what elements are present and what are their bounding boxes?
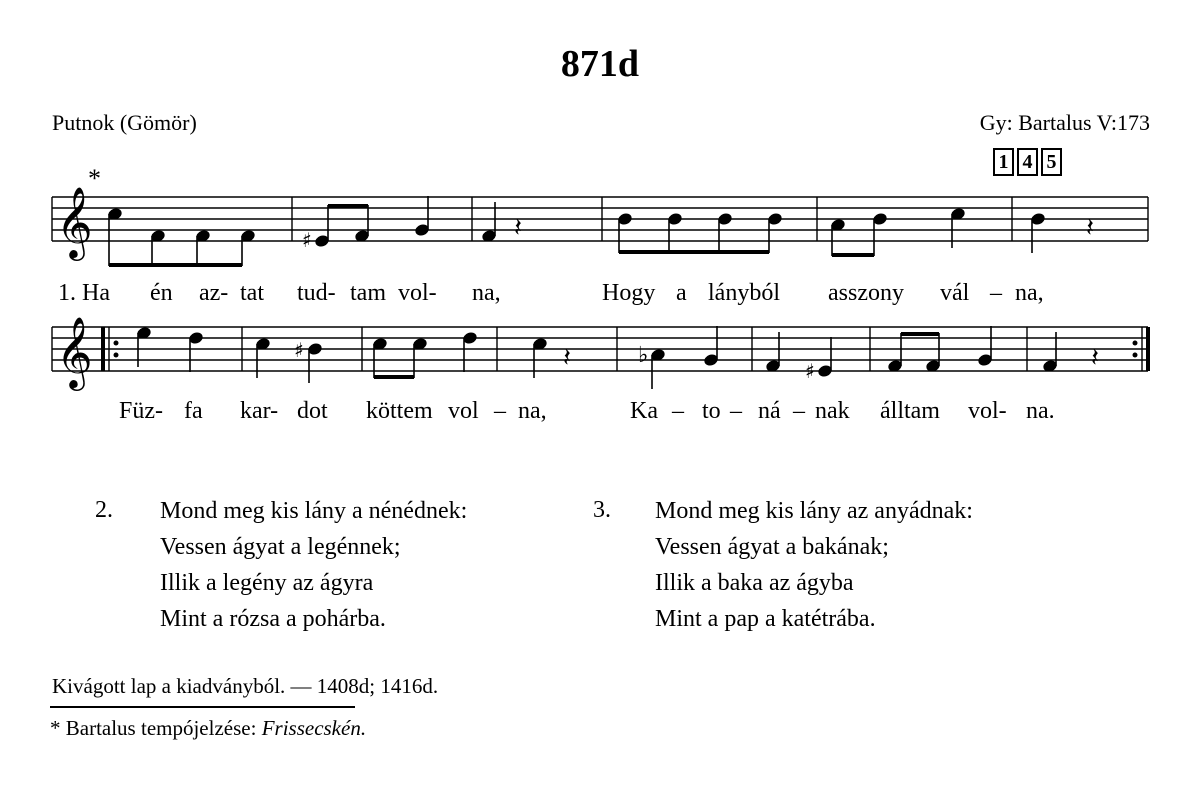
lyric-syllable: Hogy [602,280,656,306]
place-of-origin: Putnok (Gömör) [52,110,197,135]
lyric-syllable: én [150,280,173,306]
lyric-syllable: na, [1015,280,1044,306]
lyric-syllable: na. [1026,398,1055,424]
svg-text:𝄽: 𝄽 [563,343,571,373]
stanza-line: Vessen ágyat a bakának; [655,534,889,560]
stanza-line: Mond meg kis lány az anyádnak: [655,498,973,524]
svg-text:𝄞: 𝄞 [56,315,93,388]
svg-text:♯: ♯ [294,338,304,362]
lyric-syllable: dot [297,398,328,424]
svg-text:𝄽: 𝄽 [1091,343,1099,373]
lyric-syllable: vol- [968,398,1007,424]
stanza-line: Illik a baka az ágyba [655,570,854,596]
lyric-syllable: ná [758,398,781,424]
boxed-number-2: 4 [1017,148,1038,176]
lyric-syllable: lányból [708,280,780,306]
stanza-3 [655,493,973,637]
svg-text:♯: ♯ [302,228,312,252]
song-title: 871d [560,43,640,85]
boxed-number-3: 5 [1041,148,1062,176]
lyric-syllable: – [672,398,684,424]
stanza-2 [160,493,467,637]
lyric-syllable: vál [940,280,970,306]
stanza-line: Illik a legény az ágyra [160,570,374,596]
lyric-syllable: nak [815,398,850,424]
lyric-syllable: Ka [630,398,658,424]
lyric-syllable: asszony [828,280,904,306]
stanza-2-number: 2. [95,497,113,523]
lyric-syllable: álltam [880,398,940,424]
lyric-syllable: tud- [297,280,336,306]
svg-text:♯: ♯ [805,359,815,383]
svg-text:𝄽: 𝄽 [1086,213,1094,243]
lyric-syllable: to [702,398,721,424]
boxed-number-1: 1 [993,148,1014,176]
lyric-syllable: vol- [398,280,437,306]
lyric-syllable: az- [199,280,229,306]
lyric-syllable: kar- [240,398,279,424]
lyric-syllable: tam [350,280,386,306]
lyric-syllable: – [990,280,1002,306]
stanza-line: Mond meg kis lány a nénédnek: [160,498,468,524]
footnote-divider [50,706,355,708]
lyric-syllable: fa [184,398,203,424]
lyric-syllable: – [730,398,742,424]
lyric-syllable: na, [472,280,501,306]
footnote-tempo: Frissecskén. [261,716,367,740]
lyric-syllable: a [676,280,687,306]
svg-text:𝄞: 𝄞 [56,185,93,258]
lyric-syllable: vol [448,398,479,424]
lyric-syllable: köttem [366,398,433,424]
stanza-line: Vessen ágyat a legénnek; [160,534,401,560]
lyric-syllable: Füz- [119,398,163,424]
tempo-asterisk: * [88,164,101,193]
svg-text:♭: ♭ [638,343,649,368]
footnote [50,716,366,741]
source-note: Kivágott lap a kiadványból. — 1408d; 1416d. [52,674,439,698]
lyric-syllable: na, [518,398,547,424]
lyric-syllable: tat [240,280,264,306]
lyric-syllable: – [494,398,506,424]
footnote-prefix: * Bartalus tempójelzése: [50,716,262,740]
stanza-line: Mint a rózsa a pohárba. [160,606,386,632]
source-reference: Gy: Bartalus V:173 [979,110,1150,135]
stanza-line: Mint a pap a katétrába. [655,606,876,632]
lyric-syllable: 1. Ha [58,280,110,306]
svg-text:𝄽: 𝄽 [514,213,522,243]
lyric-syllable: – [793,398,805,424]
stanza-3-number: 3. [593,497,611,523]
